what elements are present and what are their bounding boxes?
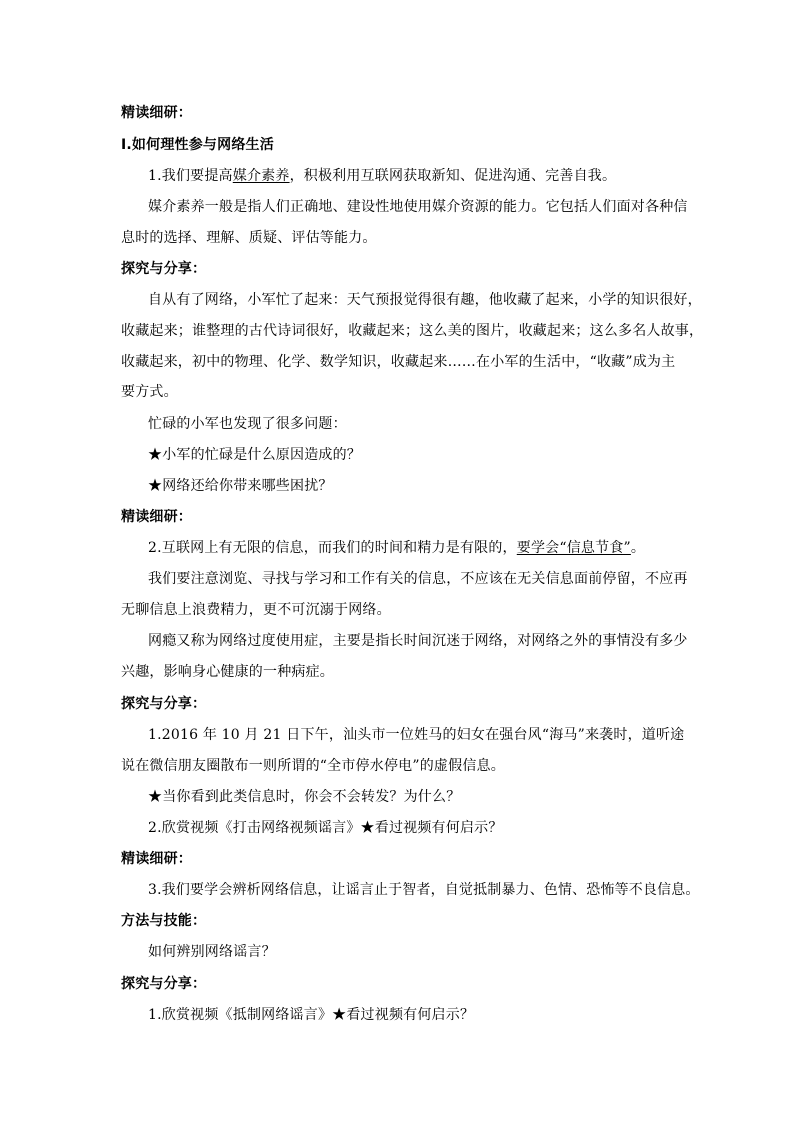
paragraph-line: [148, 538, 645, 558]
paragraph-line: 息时的选择、理解、质疑、评估等能力。: [121, 230, 377, 246]
paragraph-line: 我们要注意浏览、寻找与学习和工作有关的信息，不应该在无关信息面前停留，不应再: [148, 571, 688, 587]
question-item: ★小军的忙碌是什么原因造成的？: [148, 447, 361, 463]
paragraph-line: 无聊信息上浪费精力，更不可沉溺于网络。: [121, 602, 391, 618]
paragraph-line: 3.我们要学会辨析网络信息，让谣言止于智者，自觉抵制暴力、色情、恐怖等不良信息。: [148, 882, 700, 898]
text-run: 。: [630, 540, 646, 556]
underlined-term: 媒介素养: [232, 168, 290, 184]
paragraph-line: 收藏起来；谁整理的古代诗词很好，收藏起来；这么美的图片，收藏起来；这么多名人故事，: [121, 323, 704, 339]
paragraph-line: 2.欣赏视频《打击网络视频谣言》★看过视频有何启示？: [148, 820, 503, 836]
paragraph-line: 收藏起来，初中的物理、化学、数学知识，收藏起来……在小军的生活中，“收藏”成为主: [121, 354, 676, 370]
question-item: ★当你看到此类信息时，你会不会转发？为什么？: [148, 789, 461, 805]
paragraph-line: 要方式。: [121, 384, 178, 400]
paragraph-line: [148, 166, 616, 186]
paragraph-line: 1.欣赏视频《抵制网络谣言》★看过视频有何启示？: [148, 1007, 475, 1023]
paragraph-line: 说在微信朋友圈散布一则所谓的“全市停水停电”的虚假信息。: [121, 758, 505, 774]
section-heading: 精读细研：: [121, 105, 192, 121]
section-heading: 精读细研：: [121, 509, 192, 525]
section-heading: 精读细研：: [121, 851, 192, 867]
paragraph-line: 忙碌的小军也发现了很多问题：: [148, 416, 347, 432]
text-run: 1.我们要提高: [148, 168, 233, 184]
paragraph-line: 自从有了网络，小军忙了起来：天气预报觉得很有趣，他收藏了起来，小学的知识很好，: [148, 292, 702, 308]
paragraph-line: 兴趣，影响身心健康的一种病症。: [121, 664, 334, 680]
section-heading: 探究与分享：: [121, 696, 207, 712]
section-heading: 探究与分享：: [121, 976, 207, 992]
section-heading: 探究与分享：: [121, 261, 207, 277]
section-subheading: Ⅰ.如何理性参与网络生活: [121, 137, 274, 153]
paragraph-line: 如何辨别网络谣言？: [148, 944, 276, 960]
text-run: 2.互联网上有无限的信息，而我们的时间和精力是有限的，: [148, 540, 517, 556]
paragraph-line: 1.2016 年 10 月 21 日下午，汕头市一位姓马的妇女在强台风“海马”来袭时，道听途: [148, 727, 685, 743]
text-run: ，积极利用互联网获取新知、促进沟通、完善自我。: [289, 168, 617, 184]
section-heading: 方法与技能：: [121, 913, 207, 929]
paragraph-line: 媒介素养一般是指人们正确地、建设性地使用媒介资源的能力。它包括人们面对各种信: [148, 199, 688, 215]
question-item: ★网络还给你带来哪些困扰？: [148, 478, 333, 494]
underlined-term: 要学会“信息节食”: [516, 540, 631, 556]
paragraph-line: 网瘾又称为网络过度使用症，主要是指长时间沉迷于网络，对网络之外的事情没有多少: [148, 633, 688, 649]
